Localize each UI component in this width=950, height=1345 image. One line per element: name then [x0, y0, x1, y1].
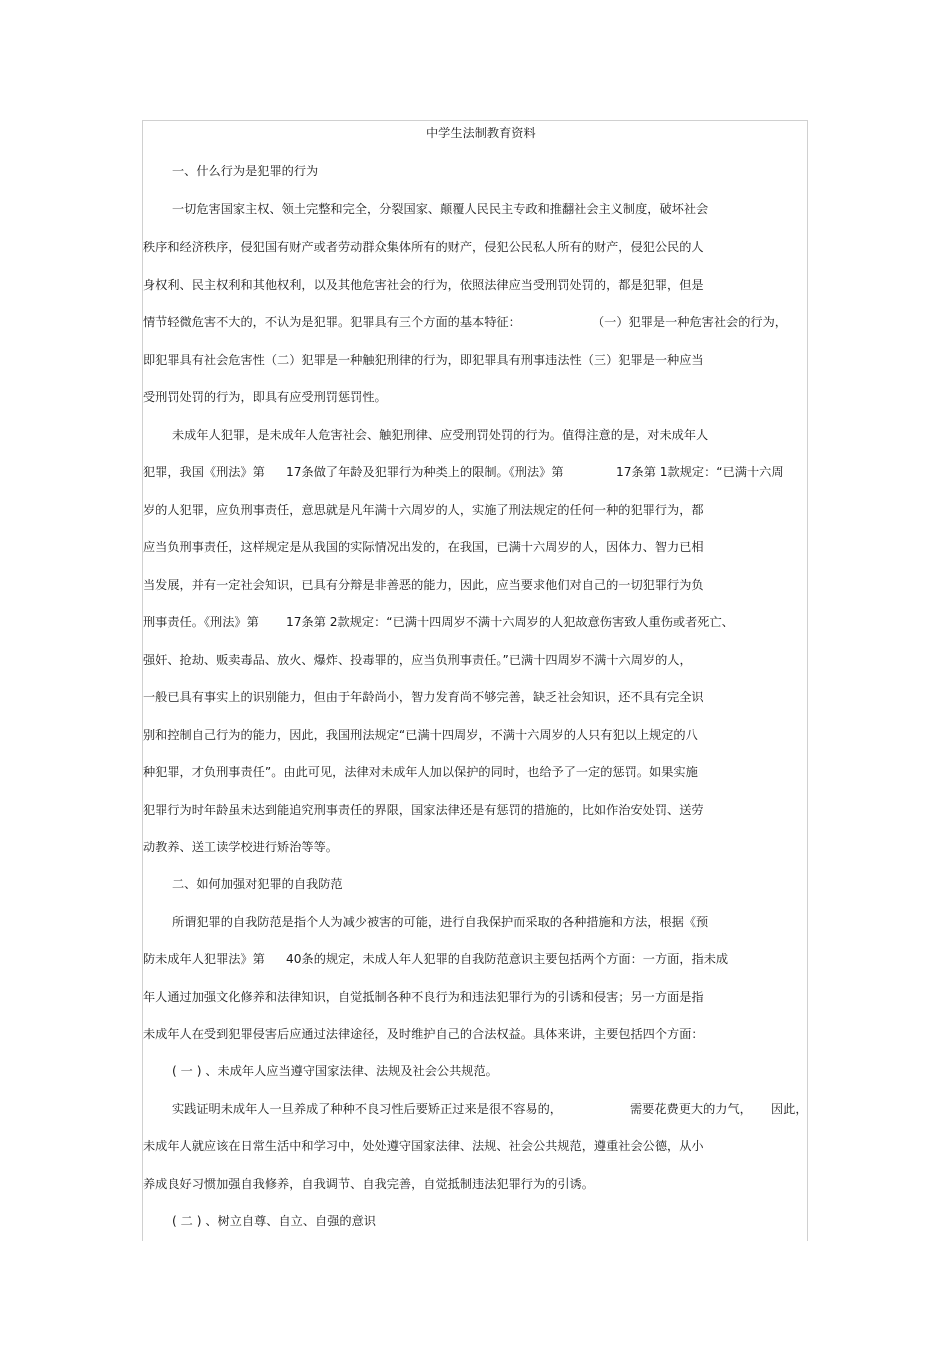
text-line: 强奸、抢劫、贩卖毒品、放火、爆炸、投毒罪的，应当负刑事责任。”已满十四周岁不满十六周岁的人，	[143, 653, 692, 667]
text-line: 秩序和经济秩序，侵犯国有财产或者劳动群众集体所有的财产，侵犯公民私人所有的财产，侵犯公民的人	[143, 240, 704, 254]
text-line: 因此，	[771, 1102, 808, 1116]
text-line: 一切危害国家主权、领土完整和完全，分裂国家、颠覆人民民主专政和推翻社会主义制度，破坏社会	[172, 202, 709, 216]
text-line: 犯罪，我国《刑法》第	[143, 465, 265, 479]
text-line: 一般已具有事实上的识别能力，但由于年龄尚小，智力发育尚不够完善，缺乏社会知识，还不具有完全识	[143, 690, 704, 704]
text-line: 17条做了年龄及犯罪行为种类上的限制。《刑法》第	[286, 465, 564, 479]
text-line: 所谓犯罪的自我防范是指个人为减少被害的可能，进行自我保护而采取的各种措施和方法，根据《预	[172, 915, 709, 929]
text-line: 养成良好习惯加强自我修养，自我调节、自我完善，自觉抵制违法犯罪行为的引诱。	[143, 1177, 594, 1191]
text-line: 未成年人在受到犯罪侵害后应通过法律途径，及时维护自己的合法权益。具体来讲，主要包括四个方面：	[143, 1027, 704, 1041]
text-line: 动教养、送工读学校进行矫治等等。	[143, 840, 338, 854]
text-line: （一）犯罪是一种危害社会的行为，	[592, 315, 787, 329]
text-line: 应当负刑事责任，这样规定是从我国的实际情况出发的，在我国，已满十六周岁的人，因体力、智力已相	[143, 540, 704, 554]
text-line: 年人通过加强文化修养和法律知识，自觉抵制各种不良行为和违法犯罪行为的引诱和侵害；另一方面是指	[143, 990, 704, 1004]
text-line: 种犯罪，才负刑事责任”。由此可见，法律对未成年人加以保护的同时，也给予了一定的惩罚。如果实施	[143, 765, 698, 779]
text-line: 别和控制自己行为的能力，因此，我国刑法规定“已满十四周岁，不满十六周岁的人只有犯以上规定的八	[143, 728, 698, 742]
text-line: 身权利、民主权利和其他权利，以及其他危害社会的行为，依照法律应当受刑罚处罚的，都是犯罪，但是	[143, 278, 704, 292]
section-heading: 二、如何加强对犯罪的自我防范	[172, 877, 343, 891]
text-line: 需要花费更大的力气，	[630, 1102, 752, 1116]
text-line: 17条第 1款规定：“已满十六周	[616, 465, 784, 479]
text-line: 防未成年人犯罪法》第	[143, 952, 265, 966]
text-line: 即犯罪具有社会危害性（二）犯罪是一种触犯刑律的行为，即犯罪具有刑事违法性（三）犯罪是一种应当	[143, 353, 704, 367]
text-line: 17条第 2款规定：“已满十四周岁不满十六周岁的人犯故意伤害致人重伤或者死亡、	[286, 615, 734, 629]
page-title: 中学生法制教育资料	[426, 126, 536, 140]
text-line: 未成年人就应该在日常生活中和学习中，处处遵守国家法律、法规、社会公共规范，遵重社会公德，从小	[143, 1139, 704, 1153]
text-line: 40条的规定，未成人年人犯罪的自我防范意识主要包括两个方面：一方面，指未成	[286, 952, 729, 966]
text-line: 实践证明未成年人一旦养成了种种不良习性后要矫正过来是很不容易的，	[172, 1102, 562, 1116]
text-line: 未成年人犯罪，是未成年人危害社会、触犯刑律、应受刑罚处罚的行为。值得注意的是，对未成年人	[172, 428, 709, 442]
subsection-heading: ( 一 ) 、未成年人应当遵守国家法律、法规及社会公共规范。	[172, 1064, 498, 1078]
text-line: 犯罪行为时年龄虽未达到能追究刑事责任的界限，国家法律还是有惩罚的措施的，比如作治安处罚、送劳	[143, 803, 704, 817]
section-heading: 一、什么行为是犯罪的行为	[172, 164, 319, 178]
subsection-heading: ( 二 ) 、树立自尊、自立、自强的意识	[172, 1214, 376, 1228]
text-line: 岁的人犯罪，应负刑事责任，意思就是凡年满十六周岁的人，实施了刑法规定的任何一种的犯罪行为，都	[143, 503, 704, 517]
text-line: 情节轻微危害不大的，不认为是犯罪。犯罪具有三个方面的基本特征：	[143, 315, 521, 329]
text-line: 受刑罚处罚的行为，即具有应受刑罚惩罚性。	[143, 390, 387, 404]
text-line: 刑事责任。《刑法》第	[143, 615, 259, 629]
text-line: 当发展，并有一定社会知识，已具有分辩是非善恶的能力，因此，应当要求他们对自己的一切犯罪行为负	[143, 578, 704, 592]
